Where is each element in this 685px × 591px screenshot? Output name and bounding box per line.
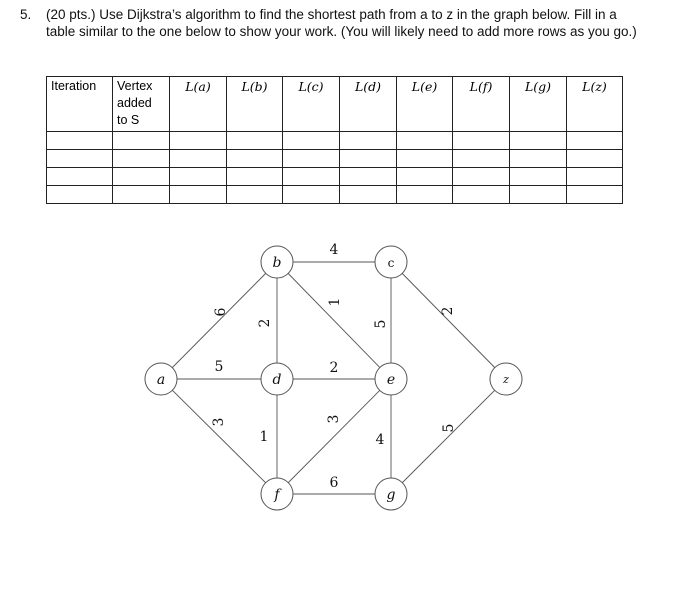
node-e	[375, 363, 407, 395]
weight-a-f: 3	[211, 417, 227, 427]
weight-f-e: 3	[326, 414, 342, 424]
weight-b-e: 1	[327, 297, 343, 307]
edges	[161, 262, 506, 494]
node-label-d: d	[272, 372, 282, 388]
header-lc: L(c)	[283, 77, 340, 132]
node-label-b: b	[272, 255, 282, 271]
header-lz: L(z)	[567, 77, 623, 132]
node-d	[261, 363, 293, 395]
header-lf: L(f)	[453, 77, 510, 132]
node-label-f: f	[274, 487, 280, 503]
node-label-a: a	[156, 372, 166, 388]
edge-g-z	[391, 379, 506, 494]
node-a	[145, 363, 177, 395]
header-lg: L(g)	[510, 77, 567, 132]
header-iteration: Iteration	[47, 77, 113, 132]
weight-g-z: 5	[441, 423, 457, 433]
weight-d-e: 2	[329, 360, 339, 376]
header-vertex-line2: added	[117, 96, 152, 110]
weight-b-d: 2	[257, 318, 273, 328]
weight-c-z: 2	[440, 306, 456, 316]
node-label-g: g	[386, 487, 396, 503]
header-lb: L(b)	[227, 77, 283, 132]
weight-e-g: 4	[375, 432, 385, 448]
question-number: 5.	[20, 7, 32, 22]
weight-c-e: 5	[373, 319, 389, 329]
weight-d-f: 1	[259, 429, 269, 445]
node-z	[490, 363, 522, 395]
node-label-c: c	[387, 256, 395, 270]
weight-f-g: 6	[329, 475, 339, 491]
node-g	[375, 478, 407, 510]
edge-weights	[211, 242, 457, 491]
node-f	[261, 478, 293, 510]
weight-a-b: 6	[213, 307, 229, 317]
header-ld: L(d)	[340, 77, 397, 132]
node-b	[261, 246, 293, 278]
node-label-z: z	[503, 373, 509, 386]
header-la: L(a)	[170, 77, 227, 132]
header-vertex-line3: to S	[117, 113, 140, 127]
header-le: L(e)	[397, 77, 453, 132]
edge-c-z	[391, 262, 506, 379]
node-label-e: e	[386, 372, 396, 388]
question-text: (20 pts.) Use Dijkstra’s algorithm to find the shortest path from a to z in the graph below. Fill in a table similar to the one below to show your work. (You will likely need to add more rows as you go.)	[46, 7, 637, 39]
node-c	[375, 246, 407, 278]
weight-a-d: 5	[214, 359, 224, 375]
weight-b-c: 4	[329, 242, 339, 258]
header-vertex-line1: Vertex	[117, 79, 153, 93]
